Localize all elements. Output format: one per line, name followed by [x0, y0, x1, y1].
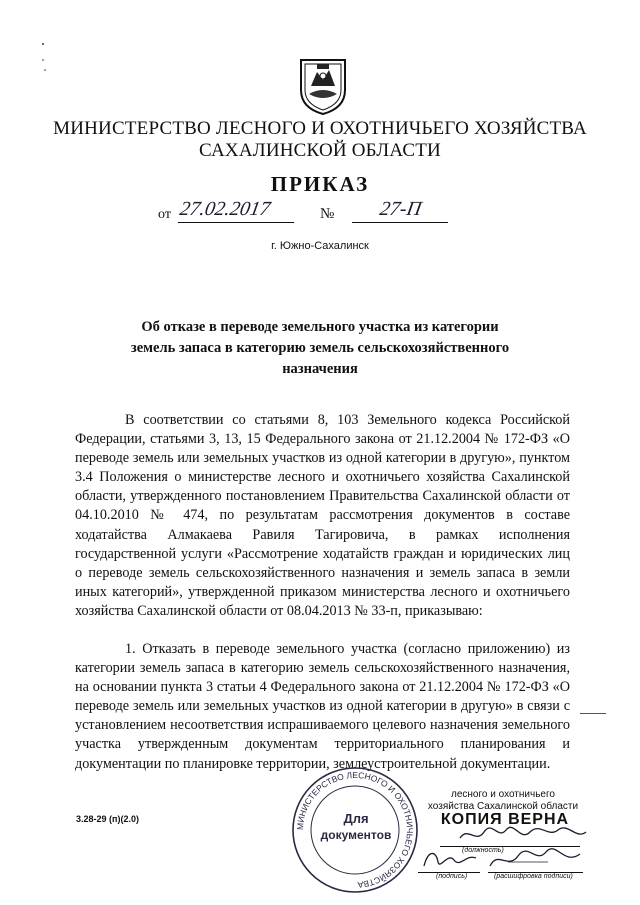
date-underline [178, 222, 294, 223]
signature-scribble-3 [488, 844, 583, 872]
signature-scribble-1 [458, 822, 588, 846]
copy-ministry-line2: хозяйства Сахалинской области [427, 801, 579, 812]
official-stamp [290, 765, 420, 895]
stamp-ring-text: МИНИСТЕРСТВО ЛЕСНОГО И ОХОТНИЧЬЕГО ХОЗЯЙСТВА [294, 769, 416, 890]
document-heading [110, 317, 530, 380]
heading-line2: земель запаса в категорию земель сельскохозяйственного [130, 340, 510, 356]
stamp-center-text-2: документов [320, 828, 392, 842]
copy-ministry-text [418, 789, 588, 813]
document-type: ПРИКАЗ [270, 172, 370, 196]
date-label: от [158, 207, 171, 222]
copy-ministry-line1: лесного и охотничьего [451, 789, 555, 800]
number-underline [352, 222, 448, 223]
number-handwritten: 27-П [378, 198, 424, 220]
ministry-name [40, 118, 600, 162]
body-paragraph-2: 1. Отказать в переводе земельного участка (согласно приложению) из категории земель запаса в категорию земель сельскохозяйственного назначения, на основании пункта 3 статьи 4 Федерального закона от 21.12.2004 № 172-ФЗ «О переводе земель или земельных участков из одной категории в другую» в связи с установлением несоответствия испрашиваемого целевого назначения земельного участка утвержденным документам территориального планирования и документации по планировке территории, землеустроительной документации. [75, 641, 570, 772]
margin-dash [580, 713, 606, 714]
stamp-center-text-1: Для [343, 811, 369, 826]
ministry-name-line2: САХАЛИНСКОЙ ОБЛАСТИ [199, 140, 441, 161]
caption-signature: (подпись) [436, 873, 468, 880]
city-name: г. Южно-Сахалинск [271, 240, 369, 252]
date-handwritten: 27.02.2017 [178, 198, 273, 220]
copy-certified-title: КОПИЯ ВЕРНА [440, 811, 570, 828]
number-label: № [320, 206, 335, 222]
document-code: 3.28-29 (п)(2.0) [76, 814, 139, 824]
heading-line1: Об отказе в переводе земельного участка из категории [141, 319, 499, 335]
ministry-name-line1: МИНИСТЕРСТВО ЛЕСНОГО И ОХОТНИЧЬЕГО ХОЗЯЙСТВА [53, 118, 587, 139]
heading-line3: назначения [282, 361, 358, 377]
margin-marks [40, 40, 50, 100]
signature-scribble-2 [420, 846, 480, 872]
body-paragraph-1: В соответствии со статьями 8, 103 Земельного кодекса Российской Федерации, статьями 3, 13, 15 Федерального закона от 21.12.2004 № 172-ФЗ «О переводе земель или земельных участков из одной категории в другую», пунктом 3.4 Положения о министерстве лесного и охотничьего хозяйства Сахалинской области, утвержденного постановлением Правительства Сахалинской области от 04.10.2010 № 474, по результатам рассмотрения документов в составе ходатайства Алмакаева Равиля Тагировича, в рамках исполнения государственной услуги «Рассмотрение ходатайств граждан и юридических лиц о переводе земель сельскохозяйственного назначения и земель запаса в земли иных категорий», утвержденной приказом министерства лесного и охотничьего хозяйства Сахалинской области от 08.04.2013 № 33-п, приказываю: [75, 412, 570, 619]
coat-of-arms-icon [297, 56, 349, 116]
caption-position: (должность) [462, 847, 504, 854]
caption-decode: (расшифровка подписи) [494, 873, 573, 880]
